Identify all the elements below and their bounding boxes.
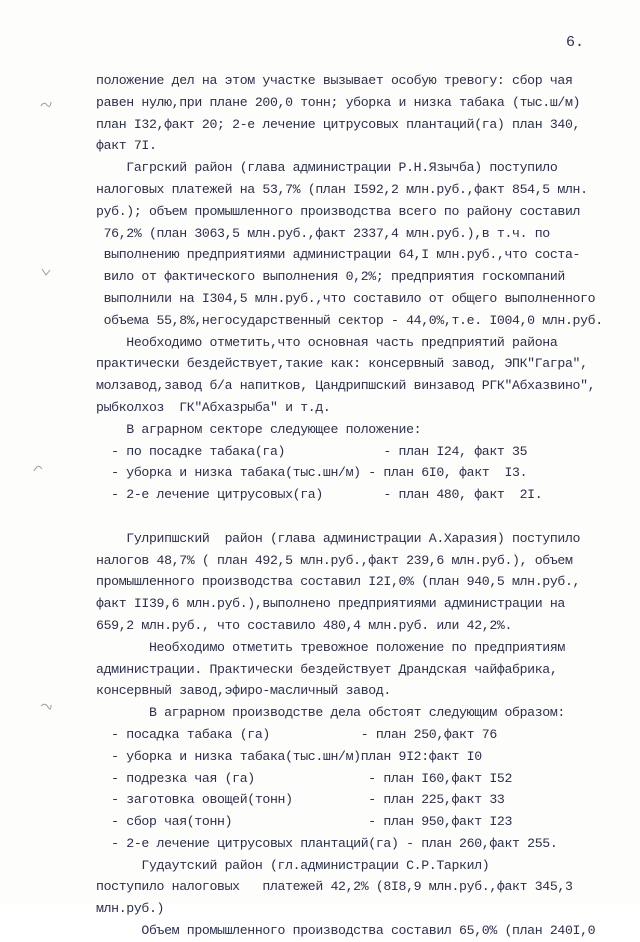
text-line: - уборка и низка табака(тыс.шн/м) - план 6I0, факт I3. [96,465,528,481]
text-line: выполнению предприятиями администрации 64,I млн.руб.,что соста- [96,247,581,263]
text-line: - сбор чая(тонн) - план 950,факт I23 [96,814,513,830]
text-line: факт 7I. [96,138,157,154]
document-body [96,70,621,942]
text-line: налогов 48,7% ( план 492,5 млн.руб.,факт 239,6 млн.руб.), объем [96,552,573,568]
text-line: положение дел на этом участке вызывает особую тревогу: сбор чая [96,73,573,88]
text-line: Необходимо отметить,что основная часть предприятий района [96,334,558,350]
text-line: Гудаутский район (гл.администрации С.Р.Таркил) [96,857,490,873]
text-line: - 2-е лечение цитрусовых плантаций(га) - план 260,факт 255. [96,835,558,851]
text-line: факт II39,6 млн.руб.),выполнено предприятиями администрации на [96,596,565,612]
margin-mark [32,460,44,470]
text-line: молзавод,завод б/а напитков, Цандрипшский винзавод РГК"Абхазвино", [96,378,596,394]
text-line: равен нулю,при плане 200,0 тонн; уборка и низка табака (тыс.ш/м) [96,94,581,110]
text-line: промышленного производства составил I2I,0% (план 940,5 млн.руб., [96,574,581,590]
page-number: 6. [566,34,585,51]
text-line: 76,2% (план 3063,5 млн.руб.,факт 2337,4 млн.руб.),в т.ч. по [96,225,550,241]
text-line: рыбколхоз ГК"Абхазрыба" и т.д. [96,399,331,415]
text-line: вило от фактического выполнения 0,2%; предприятия госкомпаний [96,269,565,285]
text-line: Гулрипшский район (глава администрации А.Харазия) поступило [96,530,581,546]
text-line: поступило налоговых платежей 42,2% (8I8,9 млн.руб.,факт 345,3 [96,879,573,895]
text-line: практически бездействует,такие как: консервный завод, ЭПК"Гагра", [96,356,588,372]
text-line: план I32,факт 20; 2-е лечение цитрусовых плантаций(га) план 340, [96,116,581,132]
text-line: Объем промышленного производства составил 65,0% (план 240I,0 [96,923,596,939]
text-line: - 2-е лечение цитрусовых(га) - план 480, факт 2I. [96,487,543,503]
text-line: Гагрский район (глава администрации Р.Н.Язычба) поступило [96,160,558,176]
text-line: В аграрном секторе следующее положение: [96,421,422,437]
text-line: руб.); объем промышленного производства всего по району составил [96,203,581,219]
text-line: Необходимо отметить тревожное положение по предприятиям [96,639,565,655]
text-line: - заготовка овощей(тонн) - план 225,факт 33 [96,792,505,808]
text-line: выполнили на I304,5 млн.руб.,что составило от общего выполненного [96,290,596,306]
margin-mark [40,264,52,274]
text-line [96,506,621,528]
text-line: консервный завод,эфиро-масличный завод. [96,683,391,699]
text-line: администрации. Практически бездействует Драндская чайфабрика, [96,661,558,677]
text-line: налоговых платежей на 53,7% (план I592,2 млн.руб.,факт 854,5 млн. [96,181,588,197]
text-line: - уборка и низка табака(тыс.шн/м)план 9I2:факт I0 [96,748,482,764]
margin-mark [40,698,52,708]
text-line: объема 55,8%,негосударственный сектор - 44,0%,т.е. I004,0 млн.руб. [96,312,603,328]
text-line: - посадка табака (га) - план 250,факт 76 [96,726,497,742]
text-line: 659,2 млн.руб., что составило 480,4 млн.руб. или 42,2%. [96,617,513,633]
text-line: млн.руб.) [96,901,165,917]
text-line: В аграрном производстве дела обстоят следующим образом: [96,705,565,721]
text-line: - подрезка чая (га) - план I60,факт I52 [96,770,513,786]
text-line: - по посадке табака(га) - план I24, факт 35 [96,443,528,459]
margin-mark [40,96,52,106]
